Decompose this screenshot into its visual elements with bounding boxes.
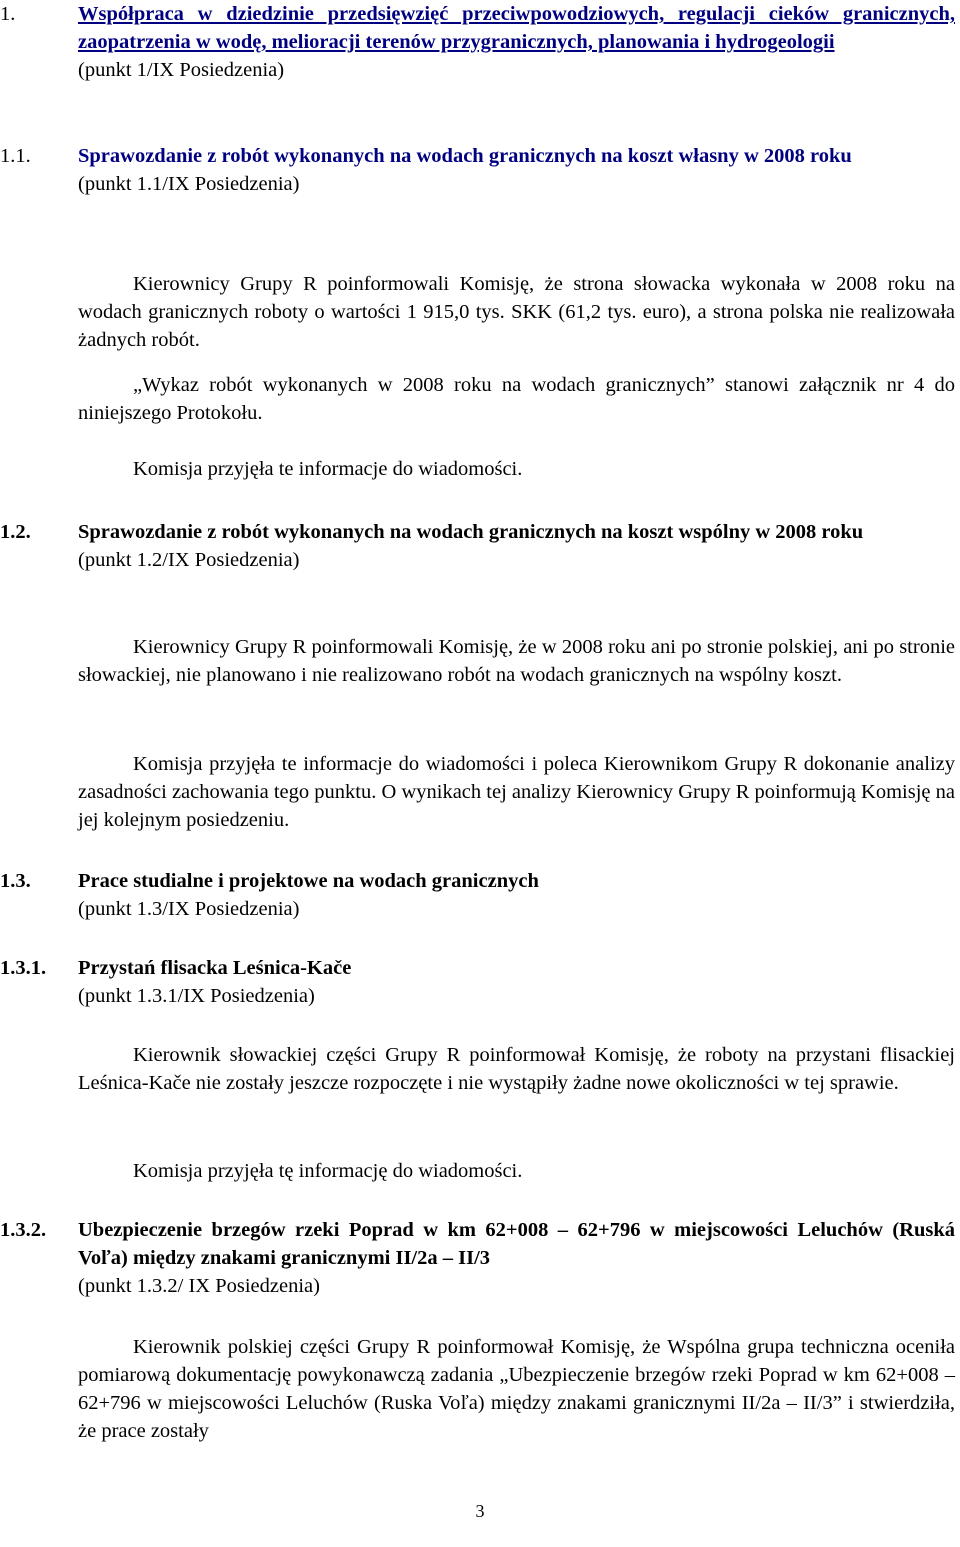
section-reference: (punkt 1.3.2/ IX Posiedzenia) [78,1275,320,1297]
section-number: 1.1. [0,145,31,167]
section-number: 1.2. [0,521,31,543]
section-number: 1.3.2. [0,1219,47,1241]
section-title: Sprawozdanie z robót wykonanych na wodach granicznych na koszt wspólny w 2008 roku [78,521,864,543]
section-title: Przystań flisacka Leśnica-Kače [78,957,352,979]
section-title-link[interactable]: Współpraca w dziedzinie przedsięwzięć przeciwpowodziowych, regulacji cieków granicznych, zaopatrzenia w wodę, melioracji terenów przygranicznych, planowania i hydrogeologii [78,3,955,53]
section-number: 1.3.1. [0,957,47,979]
section-reference: (punkt 1.1/IX Posiedzenia) [78,173,300,195]
paragraph: Komisja przyjęła tę informację do wiadomości. [133,1160,523,1182]
paragraph: Kierownik słowackiej części Grupy R poinformował Komisję, że roboty na przystani flisackiej Leśnica-Kače nie zostały jeszcze rozpoczęte i nie wystąpiły żadne nowe okoliczności w tej sprawie. [78,1044,955,1094]
section-reference: (punkt 1/IX Posiedzenia) [78,59,285,81]
paragraph: „Wykaz robót wykonanych w 2008 roku na wodach granicznych” stanowi załącznik nr 4 do niniejszego Protokołu. [78,374,955,424]
section-reference: (punkt 1.3.1/IX Posiedzenia) [78,985,315,1007]
paragraph: Kierownik polskiej części Grupy R poinformował Komisję, że Wspólna grupa techniczna oceniła pomiarową dokumentację powykonawczą zadania „Ubezpieczenie brzegów rzeki Poprad w km 62+008 – 62+796 w miejscowości Leluchów (Ruska Voľa) między znakami granicznymi II/2a – II/3” i stwierdziła, że prace zostały [78,1336,955,1442]
paragraph: Kierownicy Grupy R poinformowali Komisję, że strona słowacka wykonała w 2008 roku na wodach granicznych roboty o wartości 1 915,0 tys. SKK (61,2 tys. euro), a strona polska nie realizowała żadnych robót. [78,273,955,351]
section-reference: (punkt 1.3/IX Posiedzenia) [78,898,300,920]
paragraph: Komisja przyjęła te informacje do wiadomości i poleca Kierownikom Grupy R dokonanie analizy zasadności zachowania tego punktu. O wynikach tej analizy Kierownicy Grupy R poinformują Komisję na jej kolejnym posiedzeniu. [78,753,955,831]
paragraph: Kierownicy Grupy R poinformowali Komisję, że w 2008 roku ani po stronie polskiej, ani po stronie słowackiej, nie planowano i nie realizowano robót na wodach granicznych na wspólny koszt. [78,636,955,686]
section-title: Ubezpieczenie brzegów rzeki Poprad w km 62+008 – 62+796 w miejscowości Leluchów (Ruská Voľa) między znakami granicznymi II/2a – II/3 [78,1219,955,1269]
section-reference: (punkt 1.2/IX Posiedzenia) [78,549,300,571]
section-title: Sprawozdanie z robót wykonanych na wodach granicznych na koszt własny w 2008 roku [78,145,852,167]
section-number: 1.3. [0,870,31,892]
section-title: Prace studialne i projektowe na wodach granicznych [78,870,539,892]
page-number: 3 [475,1501,485,1521]
paragraph: Komisja przyjęła te informacje do wiadomości. [133,458,523,480]
section-number: 1. [0,3,16,25]
